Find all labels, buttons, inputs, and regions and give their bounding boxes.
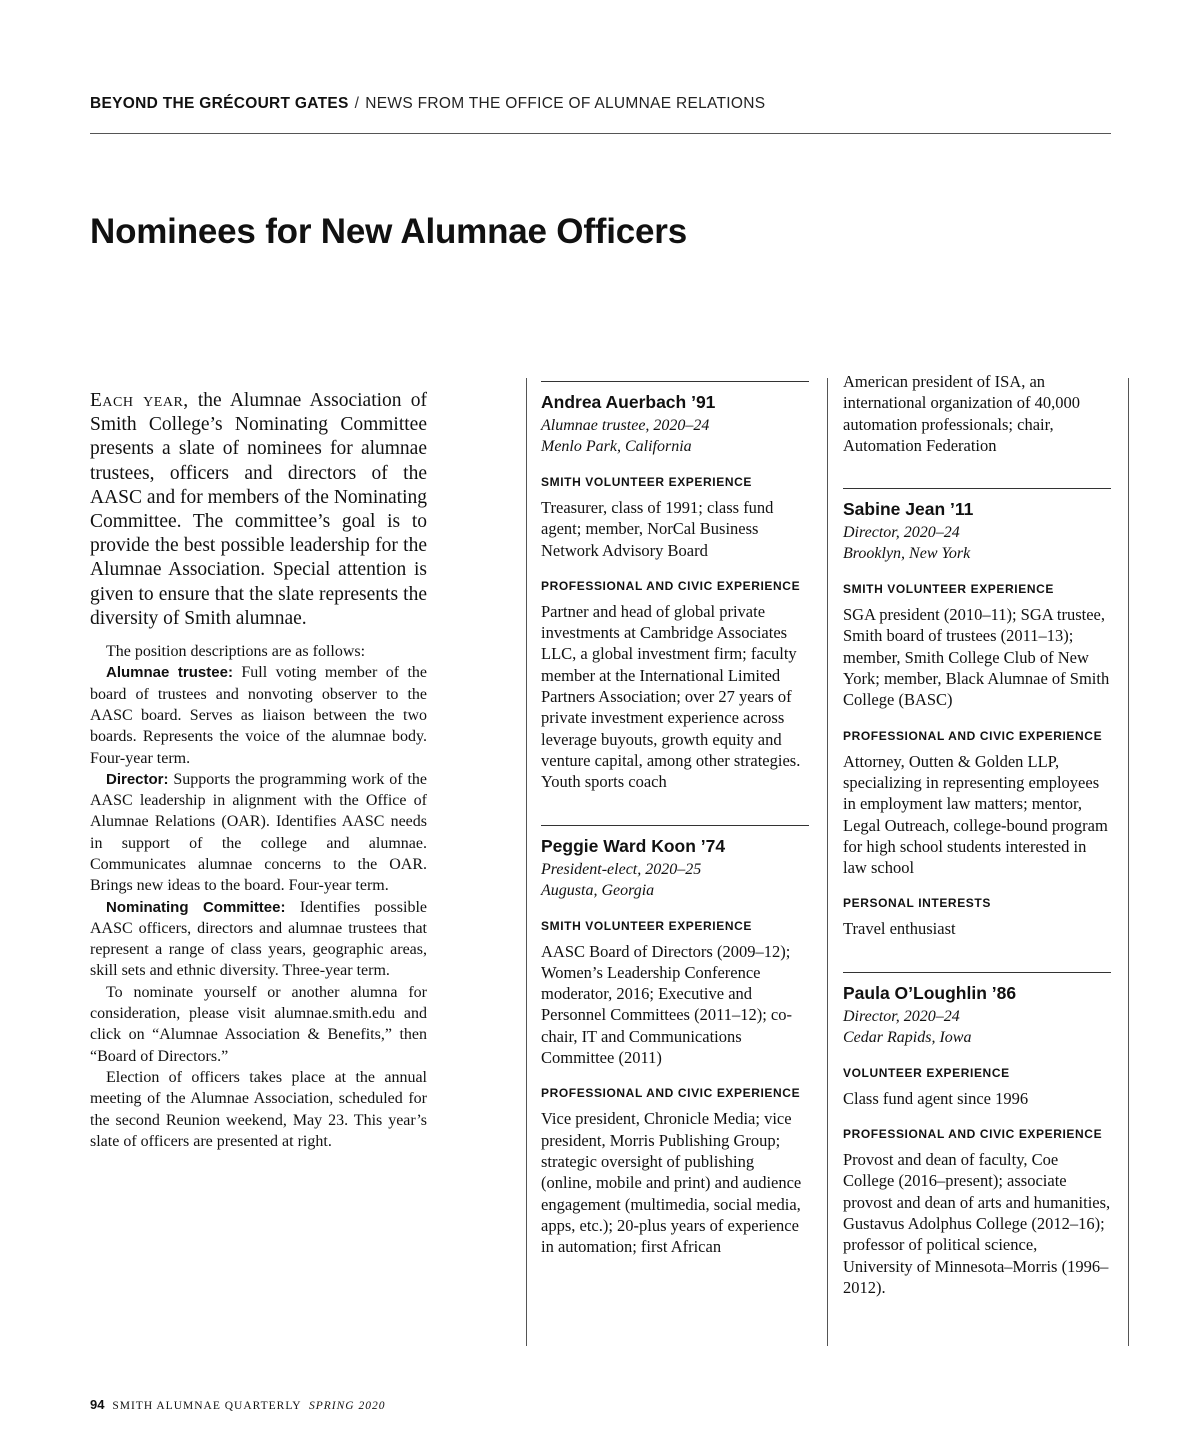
column-rule-mid — [827, 378, 828, 1346]
trustee-text: Full voting member of the board of trustees and nonvoting observer to the AASC board. Serves as liaison between the two boards. Represents the voice of the alumnae body. Four-year term. — [90, 664, 427, 767]
section-text: Treasurer, class of 1991; class fund agent; member, NorCal Business Network Advisory Board — [541, 498, 774, 560]
section-label: PERSONAL INTERESTS — [843, 896, 991, 911]
running-header — [90, 95, 1111, 134]
lede-caps: Each year, — [90, 390, 189, 411]
nominee-role: Director, 2020–24 — [843, 524, 960, 542]
section-text: Attorney, Outten & Golden LLP, specializing in representing employees in employment law matters; mentor, Legal Outreach, college-bound program for high school students interested in law school — [843, 751, 1108, 878]
section-text: Vice president, Chronicle Media; vice president, Morris Publishing Group; strategic oversight of publishing (online, mobile and print) and audience engagement (multimedia, social media, apps, etc.); 20-plus years of experience in automation; first African — [541, 1109, 802, 1257]
intro-lede — [90, 389, 427, 631]
trustee-term: Alumnae trustee: — [106, 664, 233, 682]
section-label: PROFESSIONAL AND CIVIC EXPERIENCE — [541, 578, 801, 593]
section-text: AASC Board of Directors (2009–12); Women’s Leadership Conference moderator, 2016; Executive and Personnel Committees (2011–12); co-chair, IT and Communications Committee (2011) — [541, 941, 792, 1068]
nominee-location: Cedar Rapids, Iowa — [843, 1028, 972, 1046]
intro-column — [90, 389, 427, 1152]
director-description — [90, 769, 427, 897]
header-separator: / — [354, 95, 360, 112]
nominee-name: Paula O’Loughlin ’86 — [843, 982, 1017, 1003]
nominee-name: Peggie Ward Koon ’74 — [541, 835, 726, 856]
nominee-entry-auerbach — [541, 381, 809, 793]
director-text: Supports the programming work of the AASC leadership in alignment with the Office of Alumnae Relations (OAR). Identifies AASC needs in support of the college and alumnae. Communicates alumnae concerns to the OAR. Brings new ideas to the board. Four-year term. — [90, 770, 427, 895]
section-label: SMITH VOLUNTEER EXPERIENCE — [843, 582, 1054, 597]
section-label: PROFESSIONAL AND CIVIC EXPERIENCE — [541, 1086, 801, 1101]
nominee-role: President-elect, 2020–25 — [541, 860, 702, 878]
election-info: Election of officers takes place at the annual meeting of the Alumnae Association, scheduled for the second Reunion weekend, May 23. This year’s slate of officers are presented at right. — [90, 1068, 427, 1150]
page-footer — [90, 1397, 385, 1412]
section-label: SMITH VOLUNTEER EXPERIENCE — [541, 475, 752, 489]
nominating-term: Nominating Committee: — [106, 898, 286, 916]
nominee-column-1 — [541, 381, 809, 1257]
section-text: Provost and dean of faculty, Coe College (2016–present); associate provost and dean of arts and humanities, Gustavus Adolphus College (2012–16); professor of political science, University of Minnesota–Morris (1996–2012). — [843, 1150, 1111, 1297]
section-text: Partner and head of global private investments at Cambridge Associates LLC, a global investment firm; faculty member at the International Limited Partners Association; over 27 years of private investment experience across leverage buyouts, growth equity and venture capital, among other strategies. Youth sports coach — [541, 601, 801, 792]
section-text: Class fund agent since 1996 — [843, 1088, 1029, 1108]
nominee-entry-jean — [843, 488, 1111, 940]
page-number: 94 — [90, 1397, 105, 1412]
nominee-location: Augusta, Georgia — [541, 881, 655, 899]
nominee-role: Director, 2020–24 — [843, 1007, 960, 1025]
publication-name: SMITH ALUMNAE QUARTERLY — [112, 1400, 302, 1412]
column-rule-left — [526, 378, 527, 1346]
section-label: PROFESSIONAL AND CIVIC EXPERIENCE — [843, 1127, 1103, 1142]
section-label: VOLUNTEER EXPERIENCE — [843, 1065, 1010, 1080]
section-text: Travel enthusiast — [843, 919, 956, 939]
lede-text: the Alumnae Association of Smith College’s Nominating Committee presents a slate of nominees for alumnae trustees, officers and directors of the AASC and for members of the Nominating Committee. The committee’s goal is to provide the best possible leadership for the Alumnae Association. Special attention is given to ensure that the slate represents the diversity of Smith alumnae. — [90, 390, 427, 629]
nominee-name: Andrea Auerbach ’91 — [541, 392, 716, 412]
nominating-description — [90, 897, 427, 982]
column-rule-right — [1128, 378, 1129, 1346]
trustee-description — [90, 662, 427, 768]
nominate-instructions: To nominate yourself or another alumna for consideration, please visit alumnae.smith.edu and click on “Alumnae Association & Benefits,” then “Board of Directors.” — [90, 983, 427, 1065]
nominee-name: Sabine Jean ’11 — [843, 499, 974, 520]
nominating-text: Identifies possible AASC officers, directors and alumnae trustees that represent a range of class years, geographic areas, skill sets and ethnic diversity. Three-year term. — [90, 898, 428, 980]
section-name: BEYOND THE GRÉCOURT GATES — [90, 95, 349, 112]
nominee-column-2 — [843, 371, 1111, 1298]
positions-intro: The position descriptions are as follows: — [106, 643, 366, 661]
issue-date: SPRING 2020 — [308, 1400, 386, 1412]
section-label: PROFESSIONAL AND CIVIC EXPERIENCE — [843, 728, 1103, 743]
nominee-location: Menlo Park, California — [541, 438, 692, 455]
continued-text: American president of ISA, an international organization of 40,000 automation professionals; chair, Automation Federation — [843, 372, 1081, 455]
page-title: Nominees for New Alumnae Officers — [90, 212, 687, 251]
director-term: Director: — [106, 770, 169, 788]
nominee-location: Brooklyn, New York — [843, 545, 971, 563]
nominee-role: Alumnae trustee, 2020–24 — [541, 417, 710, 434]
nominee-entry-koon — [541, 825, 809, 1258]
section-subtitle: NEWS FROM THE OFFICE OF ALUMNAE RELATIONS — [365, 95, 766, 112]
section-label: SMITH VOLUNTEER EXPERIENCE — [541, 918, 752, 933]
nominee-entry-oloughlin — [843, 972, 1111, 1298]
section-text: SGA president (2010–11); SGA trustee, Smith board of trustees (2011–13); member, Smith College Club of New York; member, Black Alumnae of Smith College (BASC) — [843, 605, 1110, 710]
